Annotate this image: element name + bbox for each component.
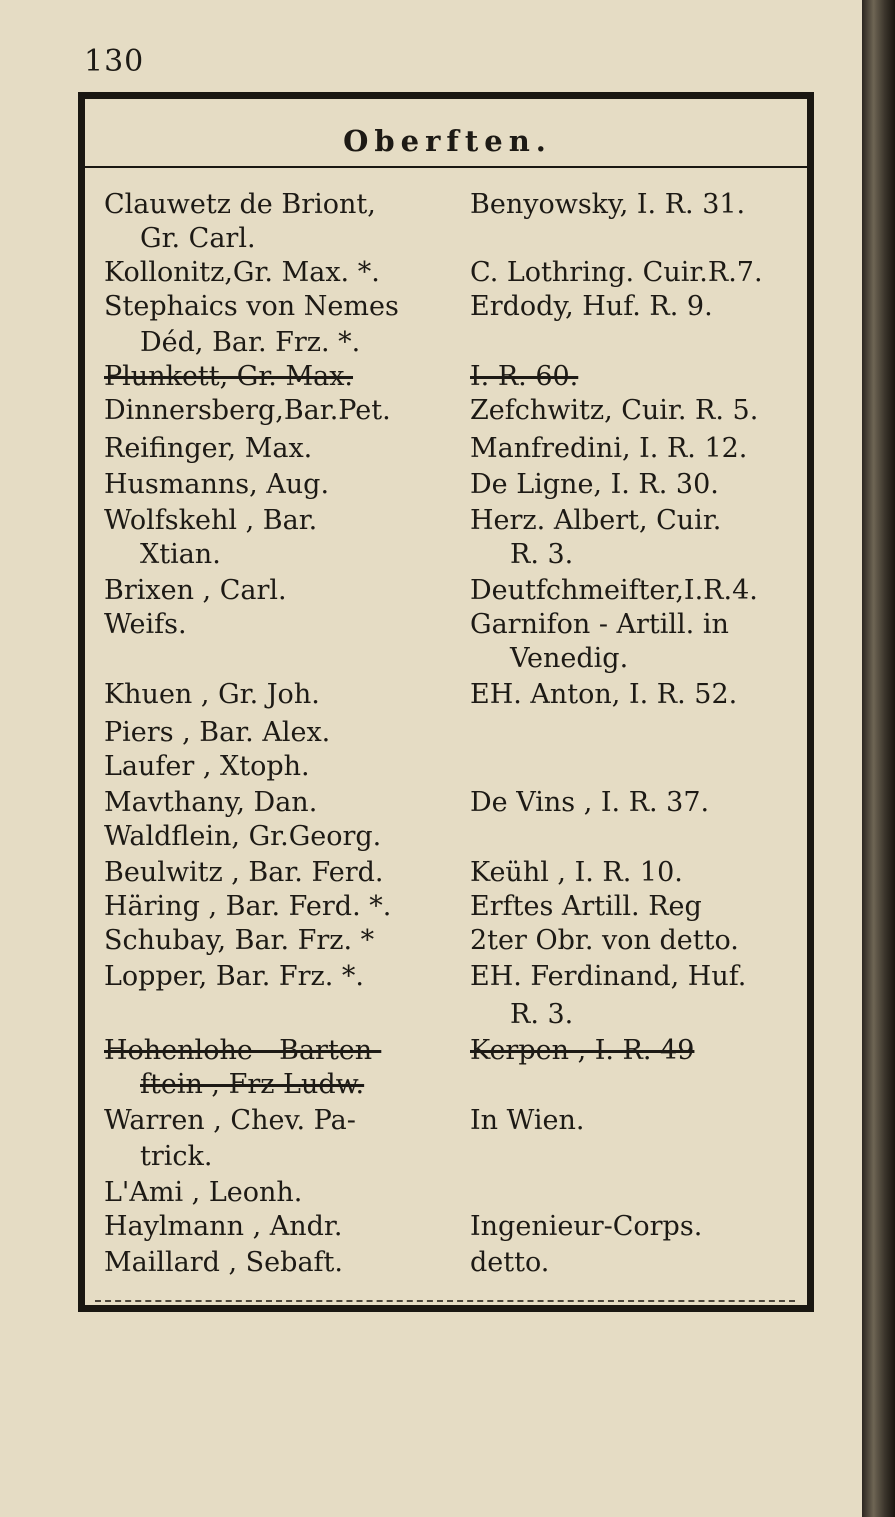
regiment-entry: Zefchwitz, Cuir. R. 5. — [470, 395, 759, 426]
book-spine — [862, 0, 895, 1517]
name-entry: Stephaics von Nemes — [104, 291, 399, 322]
regiment-entry-continued: Venedig. — [510, 643, 629, 674]
regiment-entry-continued: R. 3. — [510, 999, 574, 1030]
name-entry: Laufer , Xtoph. — [104, 751, 310, 782]
struck-name-entry: Plunkett, Gr. Max. — [104, 361, 354, 392]
name-entry: Kollonitz,Gr. Max. *. — [104, 257, 380, 288]
regiment-entry: C. Lothring. Cuir.R.7. — [470, 257, 763, 288]
regiment-entry: EH. Anton, I. R. 52. — [470, 679, 738, 710]
name-entry: Beulwitz , Bar. Ferd. — [104, 857, 384, 888]
regiment-entry: EH. Ferdinand, Huf. — [470, 961, 747, 992]
name-entry: Warren , Chev. Pa- — [104, 1105, 356, 1136]
regiment-entry: Garnifon - Artill. in — [470, 609, 729, 640]
regiment-entry: Erdody, Huf. R. 9. — [470, 291, 713, 322]
name-entry: Dinnersberg,Bar.Pet. — [104, 395, 391, 426]
regiment-entry: detto. — [470, 1247, 550, 1278]
name-entry: Häring , Bar. Ferd. *. — [104, 891, 392, 922]
name-entry-continued: Déd, Bar. Frz. *. — [140, 327, 361, 358]
struck-regiment-entry: I. R. 60. — [470, 361, 579, 392]
name-entry: Lopper, Bar. Frz. *. — [104, 961, 364, 992]
regiment-entry: De Ligne, I. R. 30. — [470, 469, 719, 500]
name-entry: Mavthany, Dan. — [104, 787, 318, 818]
name-entry: Clauwetz de Briont, — [104, 189, 376, 220]
section-heading: Oberften. — [343, 124, 552, 158]
regiment-entry: Deutfchmeifter,I.R.4. — [470, 575, 758, 606]
heading-rule — [84, 166, 808, 168]
name-entry: L'Ami , Leonh. — [104, 1177, 303, 1208]
regiment-entry: Herz. Albert, Cuir. — [470, 505, 722, 536]
name-entry: Wolfskehl , Bar. — [104, 505, 318, 536]
name-entry: Waldflein, Gr.Georg. — [104, 821, 382, 852]
name-entry-continued: Xtian. — [140, 539, 221, 570]
name-entry: Reifinger, Max. — [104, 433, 313, 464]
page-number: 130 — [84, 44, 145, 79]
name-entry: Weifs. — [104, 609, 187, 640]
regiment-entry: Erftes Artill. Reg — [470, 891, 702, 922]
name-entry: Piers , Bar. Alex. — [104, 717, 331, 748]
bottom-rule — [95, 1300, 795, 1302]
struck-name-entry-continued: ftein , Frz Ludw. — [140, 1069, 365, 1100]
regiment-entry: 2ter Obr. von detto. — [470, 925, 739, 956]
name-entry: Maillard , Sebaft. — [104, 1247, 343, 1278]
name-entry: Brixen , Carl. — [104, 575, 287, 606]
name-entry-continued: trick. — [140, 1141, 213, 1172]
regiment-entry: Manfredini, I. R. 12. — [470, 433, 748, 464]
name-entry: Khuen , Gr. Joh. — [104, 679, 320, 710]
regiment-entry: In Wien. — [470, 1105, 585, 1136]
regiment-entry-continued: R. 3. — [510, 539, 574, 570]
regiment-entry: De Vins , I. R. 37. — [470, 787, 710, 818]
struck-regiment-entry: Kerpen , I. R. 49 — [470, 1035, 695, 1066]
name-entry-continued: Gr. Carl. — [140, 223, 256, 254]
name-entry: Haylmann , Andr. — [104, 1211, 343, 1242]
struck-name-entry: Hohenlohe - Barten- — [104, 1035, 382, 1066]
name-entry: Husmanns, Aug. — [104, 469, 330, 500]
regiment-entry: Keühl , I. R. 10. — [470, 857, 683, 888]
regiment-entry: Benyowsky, I. R. 31. — [470, 189, 746, 220]
regiment-entry: Ingenieur-Corps. — [470, 1211, 703, 1242]
name-entry: Schubay, Bar. Frz. * — [104, 925, 375, 956]
